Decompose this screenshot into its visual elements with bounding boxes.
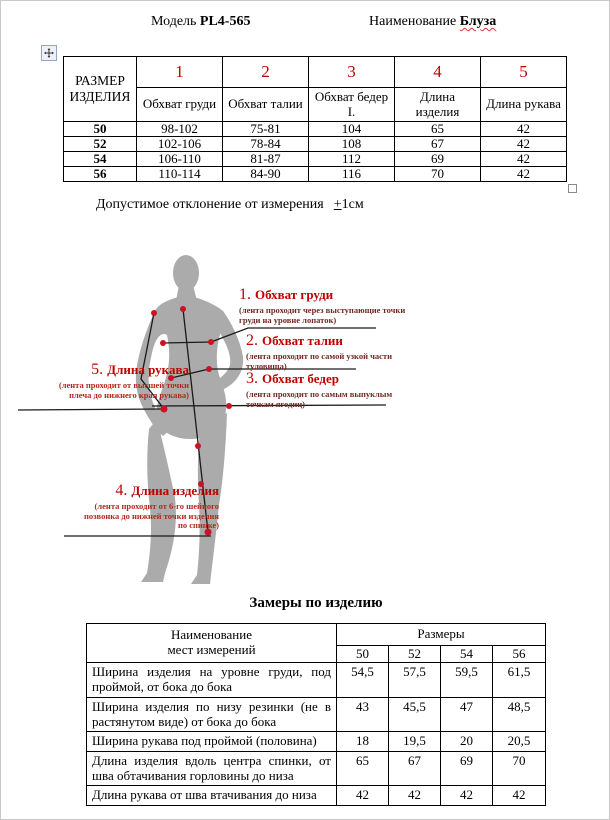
measure-name: Ширина изделия на уровне груди, под проймой, от бока до бока xyxy=(87,663,337,698)
move-arrows-icon xyxy=(44,48,54,58)
deviation-text: Допустимое отклонение от измерения xyxy=(96,197,324,212)
cell: 67 xyxy=(389,751,441,786)
cell: 102-106 xyxy=(137,137,223,152)
cell: 42 xyxy=(389,786,441,805)
cell: 47 xyxy=(441,697,493,732)
size-value: 50 xyxy=(64,122,137,137)
annotation-garment-length xyxy=(67,483,219,531)
cell: 84-90 xyxy=(223,167,309,182)
cell: 110-114 xyxy=(137,167,223,182)
annotation-number: 4. xyxy=(115,482,128,499)
cell: 42 xyxy=(337,786,389,805)
cell: 18 xyxy=(337,732,389,751)
col-label-waist: Обхват талии xyxy=(223,88,309,122)
measure-row-chest-width xyxy=(87,663,546,698)
annotation-number: 5. xyxy=(91,361,104,378)
annotation-hips xyxy=(246,371,418,409)
col-label-hips: Обхват бедер I. xyxy=(309,88,395,122)
size-table xyxy=(63,56,567,182)
table-move-handle[interactable] xyxy=(41,45,57,61)
col-number-2: 2 xyxy=(223,57,309,88)
col-number-3: 3 xyxy=(309,57,395,88)
cell: 104 xyxy=(309,122,395,137)
cell: 69 xyxy=(395,152,481,167)
measure-row-sleeve-length xyxy=(87,786,546,805)
female-silhouette xyxy=(136,255,243,584)
annotation-sleeve-length xyxy=(31,362,189,400)
cell: 116 xyxy=(309,167,395,182)
measures-header-row xyxy=(87,624,546,646)
cell: 69 xyxy=(441,751,493,786)
annotation-title: Обхват груди xyxy=(255,287,334,302)
size-row-56 xyxy=(64,167,567,182)
cell: 54,5 xyxy=(337,663,389,698)
corner-header: РАЗМЕР ИЗДЕЛИЯ xyxy=(64,57,137,122)
measure-name: Ширина рукава под проймой (половина) xyxy=(87,732,337,751)
cell: 57,5 xyxy=(389,663,441,698)
size-value: 54 xyxy=(64,152,137,167)
annotation-number: 3. xyxy=(246,370,258,387)
cell: 59,5 xyxy=(441,663,493,698)
measure-row-back-length xyxy=(87,751,546,786)
cell: 65 xyxy=(395,122,481,137)
measurement-diagram xyxy=(13,243,449,589)
measure-name: Ширина изделия по низу резинки (не в растянутом виде) от бока до бока xyxy=(87,697,337,732)
col-number-4: 4 xyxy=(395,57,481,88)
cell: 42 xyxy=(481,167,567,182)
cell: 70 xyxy=(493,751,546,786)
measures-section-title: Замеры по изделию xyxy=(249,595,383,611)
size-row-52 xyxy=(64,137,567,152)
size-value: 56 xyxy=(64,167,137,182)
col-label-length: Длина изделия xyxy=(395,88,481,122)
measure-name: Длина изделия вдоль центра спинки, от шва обтачивания горловины до низа xyxy=(87,751,337,786)
cell: 61,5 xyxy=(493,663,546,698)
size-col-50: 50 xyxy=(337,646,389,663)
cell: 70 xyxy=(395,167,481,182)
annotation-description: (лента проходит от 6-го шейного позвонка до нижней точки изделия по спинке) xyxy=(83,500,219,531)
size-table-label-row xyxy=(64,88,567,122)
size-row-50 xyxy=(64,122,567,137)
model-value: PL4-565 xyxy=(199,14,251,29)
cell: 112 xyxy=(309,152,395,167)
table-resize-handle[interactable] xyxy=(568,184,577,193)
col-label-chest: Обхват груди xyxy=(137,88,223,122)
cell: 20 xyxy=(441,732,493,751)
col-label-sleeve: Длина рукава xyxy=(481,88,567,122)
size-col-56: 56 xyxy=(493,646,546,663)
deviation-value: 1см xyxy=(341,197,364,212)
col-number-1: 1 xyxy=(137,57,223,88)
annotation-chest xyxy=(239,287,411,325)
name-field xyxy=(369,14,496,30)
annotation-number: 1. xyxy=(239,286,251,303)
annotation-description: (лента проходит по самым выпуклым точкам ягодиц) xyxy=(246,388,393,409)
cell: 67 xyxy=(395,137,481,152)
cell: 42 xyxy=(493,786,546,805)
size-col-54: 54 xyxy=(441,646,493,663)
annotation-description: (лента проходит через выступающие точки груди на уровне лопаток) xyxy=(239,304,406,325)
cell: 19,5 xyxy=(389,732,441,751)
cell: 42 xyxy=(441,786,493,805)
cell: 98-102 xyxy=(137,122,223,137)
cell: 65 xyxy=(337,751,389,786)
cell: 106-110 xyxy=(137,152,223,167)
name-value: Блуза xyxy=(459,14,497,29)
cell: 42 xyxy=(481,137,567,152)
annotation-number: 2. xyxy=(246,332,258,349)
annotation-title: Обхват бедер xyxy=(262,371,339,386)
cell: 42 xyxy=(481,152,567,167)
cell: 48,5 xyxy=(493,697,546,732)
size-value: 52 xyxy=(64,137,137,152)
name-label: Наименование xyxy=(369,14,457,29)
model-field xyxy=(151,14,250,30)
annotation-title: Длина рукава xyxy=(107,362,189,377)
cell: 78-84 xyxy=(223,137,309,152)
size-col-52: 52 xyxy=(389,646,441,663)
annotation-waist xyxy=(246,333,406,371)
cell: 81-87 xyxy=(223,152,309,167)
cell: 43 xyxy=(337,697,389,732)
measures-table xyxy=(86,623,546,806)
model-label: Модель xyxy=(151,14,197,29)
measures-sizes-header: Размеры xyxy=(337,624,546,646)
cell: 108 xyxy=(309,137,395,152)
annotation-description: (лента проходит от высшей точки плеча до нижнего края рукава) xyxy=(58,379,189,400)
measure-name: Длина рукава от шва втачивания до низа xyxy=(87,786,337,805)
size-table-number-row xyxy=(64,57,567,88)
annotation-title: Длина изделия xyxy=(131,483,219,498)
size-row-54 xyxy=(64,152,567,167)
sleeve-leader-line xyxy=(18,409,164,410)
measures-name-header: Наименование мест измерений xyxy=(87,624,337,663)
cell: 42 xyxy=(481,122,567,137)
annotation-description: (лента проходит по самой узкой части туловища) xyxy=(246,350,392,371)
deviation-note xyxy=(96,197,364,213)
plus-minus-sign: + xyxy=(333,197,342,212)
cell: 20,5 xyxy=(493,732,546,751)
measure-row-sleeve-width xyxy=(87,732,546,751)
annotation-title: Обхват талии xyxy=(262,333,343,348)
cell: 45,5 xyxy=(389,697,441,732)
measure-row-hem-width xyxy=(87,697,546,732)
col-number-5: 5 xyxy=(481,57,567,88)
cell: 75-81 xyxy=(223,122,309,137)
